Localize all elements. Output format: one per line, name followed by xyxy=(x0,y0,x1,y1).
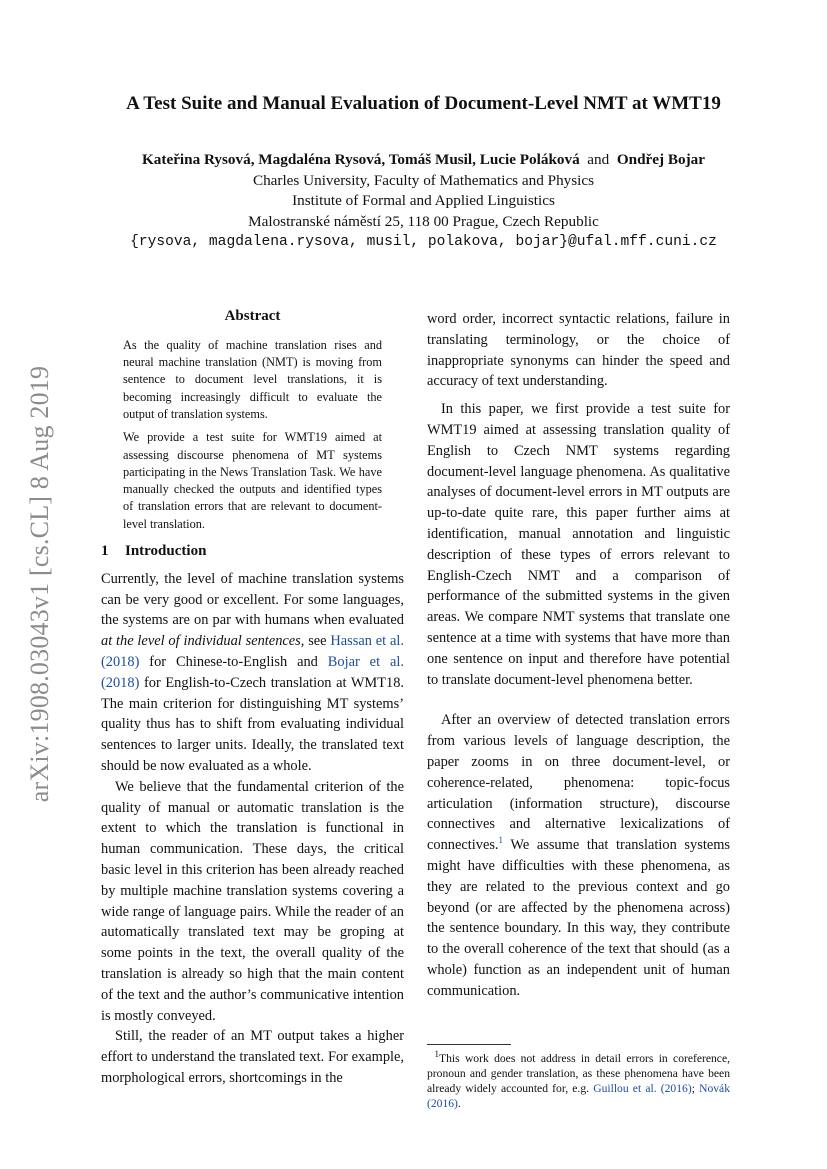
section-number: 1 xyxy=(101,543,109,560)
abstract-heading: Abstract xyxy=(224,308,281,324)
paper-title: A Test Suite and Manual Evaluation of Document-Level NMT at WMT19 xyxy=(126,93,721,114)
citation-link[interactable]: Guillou et al. (2016) xyxy=(593,1081,692,1095)
affiliation-faculty: Charles University, Faculty of Mathematics and Physics xyxy=(252,171,595,189)
abstract-paragraph: We provide a test suite for WMT19 aimed at assessing discourse phenomena of MT systems participating in the News Translation Task. We have manually checked the outputs and identified types of translation errors that are relevant to document-level translation. xyxy=(123,430,382,531)
right-column xyxy=(427,309,730,1111)
arxiv-identifier: arXiv:1908.03043v1 [cs.CL] 8 Aug 2019 xyxy=(25,365,54,803)
author-last: Ondřej Bojar xyxy=(616,151,705,168)
citation-link[interactable]: Bojar et al. (2018) xyxy=(101,654,404,691)
emphasis-text: at the level of individual sentences xyxy=(101,633,301,650)
affiliation-address: Malostranské náměstí 25, 118 00 Prague, Czech Republic xyxy=(248,212,599,230)
left-column xyxy=(101,306,404,1089)
section-heading xyxy=(101,541,404,562)
footnote-mark[interactable]: 1 xyxy=(498,835,504,846)
author-block xyxy=(60,150,787,253)
citation-link[interactable]: Hassan et al. (2018) xyxy=(101,633,404,671)
abstract-paragraph: As the quality of machine translation rises and neural machine translation (NMT) is moving from sentence to document level translations, it is becoming increasingly difficult to evaluate the output of translation systems. xyxy=(123,337,382,421)
body-paragraph: After an overview of detected translation errors from various levels of language description, the paper zooms in on three document-level, or coherence-related, phenomena: topic-focus articulation (information structure), discourse connectives and alternative lexicalizations of connectives.$^1$ We assume that translation systems might have difficulties with these phenomena, as they are related to the previous context and go beyond (or are affected by the phenomena across) the sentence boundary. In this way, they contribute to the overall coherence of the text that should (as a whole) function as an independent unit of human communication. xyxy=(427,712,730,999)
body-paragraph: Currently, the level of machine translation systems can be very good or excellent. For some languages, the systems are on par with humans when evaluated at the level of individual sentences, see Hassan et al. (2018) for Chinese-to-English and Bojar et al. (2018) for English-to-Czech translation at WMT18. The main criterion for distinguishing MT systems’ quality thus has to shift from evaluating individual sentences to larger units. Ideally, the translated text should be now evaluated as a whole. xyxy=(101,570,404,775)
footnote: $^1$This work does not address in detail errors in coreference, pronoun and gender translation, as these phenomena have been already widely accounted for, e.g. Guillou et al. (2016); Novák (2016). xyxy=(427,1048,730,1111)
author-emails: {rysova, magdalena.rysova, musil, polakova, bojar}@ufal.mff.cuni.cz xyxy=(130,234,717,250)
citation-link[interactable]: Novák (2016) xyxy=(427,1081,730,1111)
body-paragraph: Still, the reader of an MT output takes a higher effort to understand the translated text. For example, morphological errors, shortcomings in the xyxy=(101,1028,404,1086)
body-paragraph: In this paper, we first provide a test suite for WMT19 aimed at assessing translation quality of English to Czech NMT systems regarding document-level language phenomena. As qualitative analyses of document-level errors in MT outputs are up-to-date quite rare, this paper further aims at identification, manual annotation and linguistic description of these types of errors relevant to English-Czech NMT and a comparison of performance of the submitted systems in the given areas. We compare NMT systems that translate one sentence at a time with systems that have more than one sentence on input and therefore have potential to translate document-level phenomena better. xyxy=(427,401,730,688)
affiliation-institute: Institute of Formal and Applied Linguistics xyxy=(292,192,555,209)
author-conjunction: and xyxy=(587,151,610,168)
author-names: Kateřina Rysová, Magdaléna Rysová, Tomáš Musil, Lucie Poláková xyxy=(141,151,580,168)
body-paragraph-continued: word order, incorrect syntactic relations, failure in translating terminology, or the choice of inappropriate synonyms can hinder the speed and accuracy of text understanding. xyxy=(427,311,730,390)
section-title: Introduction xyxy=(125,543,207,560)
footnote-rule xyxy=(427,1044,511,1045)
body-paragraph: We believe that the fundamental criterion of the quality of manual or automatic translation is the extent to which the translation is functional in human communication. These days, the critical basic level in this criterion has been already reached by multiple machine translation systems covering a wide range of language pairs. While the reader of an automatically translated text may be groping at some points in the text, the overall quality of the translation is already so high that the main content of the text and the author’s communicative intention is mostly conveyed. xyxy=(101,778,404,1024)
